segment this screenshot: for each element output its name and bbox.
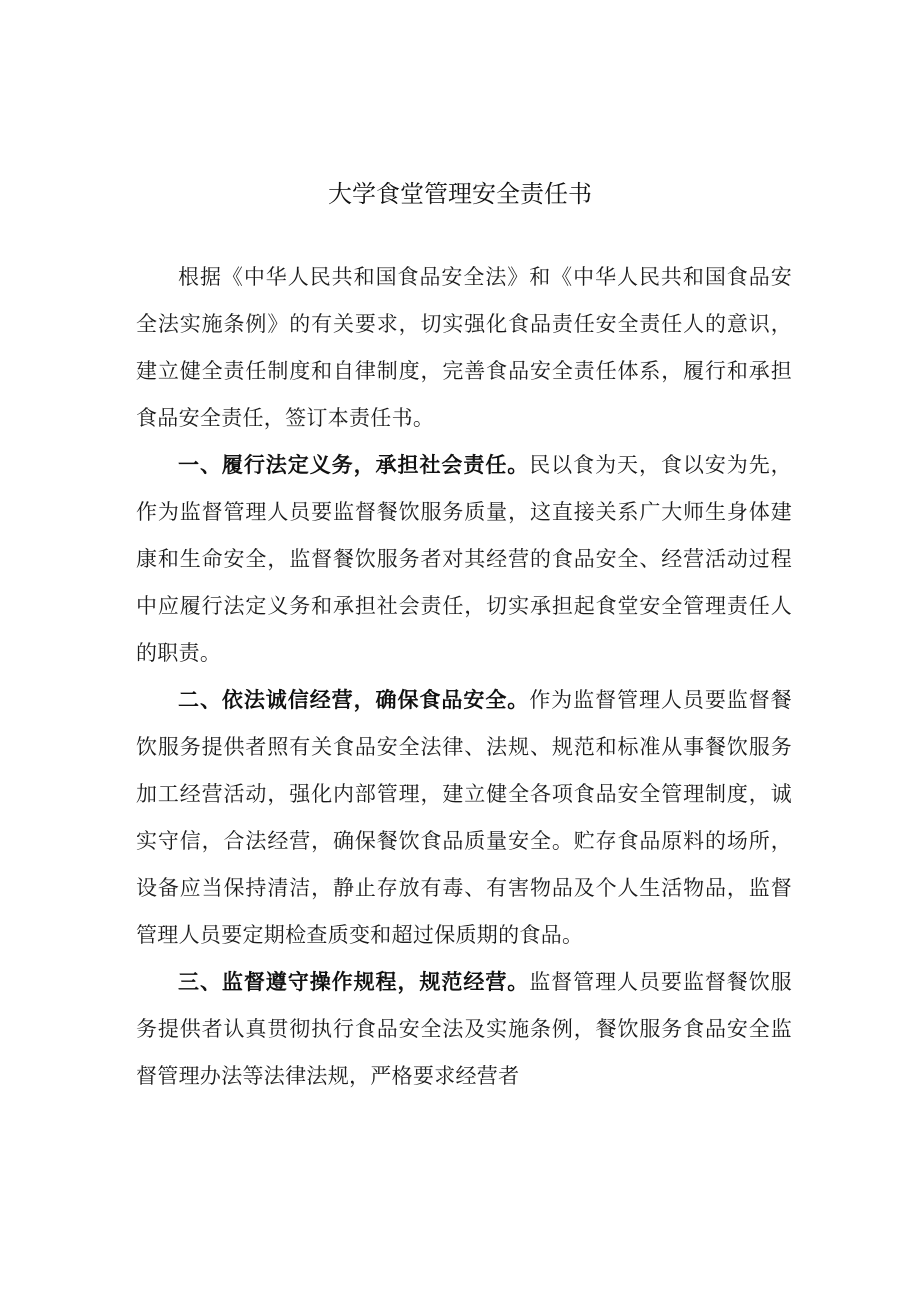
section-paragraph-1 (136, 442, 792, 677)
section-heading-1: 一、履行法定义务，承担社会责任。 (178, 453, 530, 477)
section-text-1: 民以食为天，食以安为先，作为监督管理人员要监督餐饮服务质量，这直接关系广大师生身体建康和生命安全，监督餐饮服务者对其经营的食品安全、经营活动过程中应履行法定义务和承担社会责任，切实承担起食堂安全管理责任人的职责。 (136, 453, 792, 665)
intro-paragraph: 根据《中华人民共和国食品安全法》和《中华人民共和国食品安全法实施条例》的有关要求，切实强化食品责任安全责任人的意识，建立健全责任制度和自律制度，完善食品安全责任体系，履行和承担食品安全责任，签订本责任书。 (136, 265, 792, 430)
section-heading-3: 三、监督遵守操作规程，规范经营。 (178, 970, 530, 994)
section-heading-2: 二、依法诚信经营，确保食品安全。 (178, 688, 530, 712)
document-body (136, 254, 792, 1100)
section-text-3: 监督管理人员要监督餐饮服务提供者认真贯彻执行食品安全法及实施条例，餐饮服务食品安全监督管理办法等法律法规，严格要求经营者 (136, 970, 792, 1088)
document-title: 大学食堂管理安全责任书 (328, 180, 592, 208)
section-paragraph-2 (136, 677, 792, 959)
section-paragraph-3 (136, 959, 792, 1100)
section-text-2: 作为监督管理人员要监督餐饮服务提供者照有关食品安全法律、法规、规范和标准从事餐饮服务加工经营活动，强化内部管理，建立健全各项食品安全管理制度，诚实守信，合法经营，确保餐饮食品质量安全。贮存食品原料的场所，设备应当保持清洁，静止存放有毒、有害物品及个人生活物品，监督管理人员要定期检查质变和超过保质期的食品。 (136, 688, 792, 947)
